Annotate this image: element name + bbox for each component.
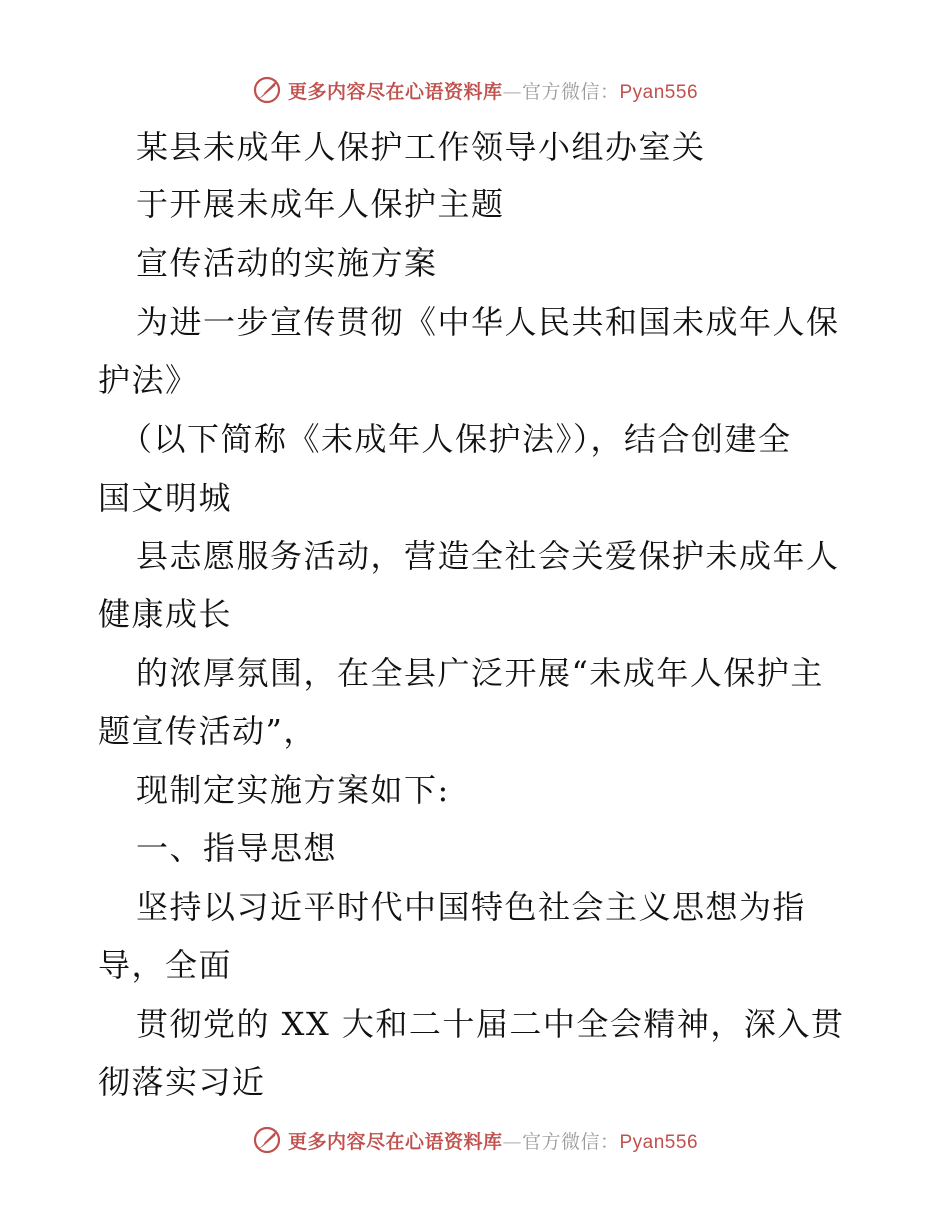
title-line-3: 宣传活动的实施方案: [136, 244, 438, 282]
banner-separator: —: [502, 80, 522, 103]
body-line-8: 题宣传活动”，: [98, 712, 317, 750]
banner-official-label: 官方微信：: [521, 1130, 620, 1153]
body-line-13: 贯彻党的 XX 大和二十届二中全会精神，深入贯: [136, 1005, 845, 1043]
banner-official-label: 官方微信：: [521, 80, 620, 103]
body-line-2: 护法》: [98, 361, 199, 399]
title-line-1: 某县未成年人保护工作领导小组办室关: [136, 128, 706, 166]
banner-text: [288, 1127, 698, 1154]
banner-main-text: 更多内容尽在心语资料库: [287, 80, 503, 103]
body-line-5: 县志愿服务活动，营造全社会关爱保护未成年人: [136, 537, 840, 575]
body-line-14: 彻落实习近: [98, 1063, 266, 1101]
section-heading: 一、指导思想: [136, 829, 338, 867]
body-line-9: 现制定实施方案如下:: [136, 771, 450, 809]
body-line-7: 的浓厚氛围，在全县广泛开展“未成年人保护主: [136, 654, 824, 692]
footer-banner: [0, 1120, 950, 1160]
quill-pen-logo-icon: [252, 1125, 282, 1155]
banner-main-text: 更多内容尽在心语资料库: [287, 1130, 503, 1153]
body-line-6: 健康成长: [98, 595, 233, 633]
body-line-12: 导，全面: [98, 946, 233, 984]
body-line-11: 坚持以习近平时代中国特色社会主义思想为指: [136, 888, 807, 926]
banner-wechat-id: Pyan556: [619, 1131, 699, 1153]
body-line-1: 为进一步宣传贯彻《中华人民共和国未成年人保: [136, 303, 840, 341]
body-line-4: 国文明城: [98, 479, 233, 517]
banner-wechat-id: Pyan556: [619, 81, 699, 103]
banner-separator: —: [502, 1130, 522, 1153]
title-line-2: 于开展未成年人保护主题: [136, 185, 505, 223]
body-line-3: （以下简称《未成年人保护法》），结合创建全: [120, 420, 792, 458]
